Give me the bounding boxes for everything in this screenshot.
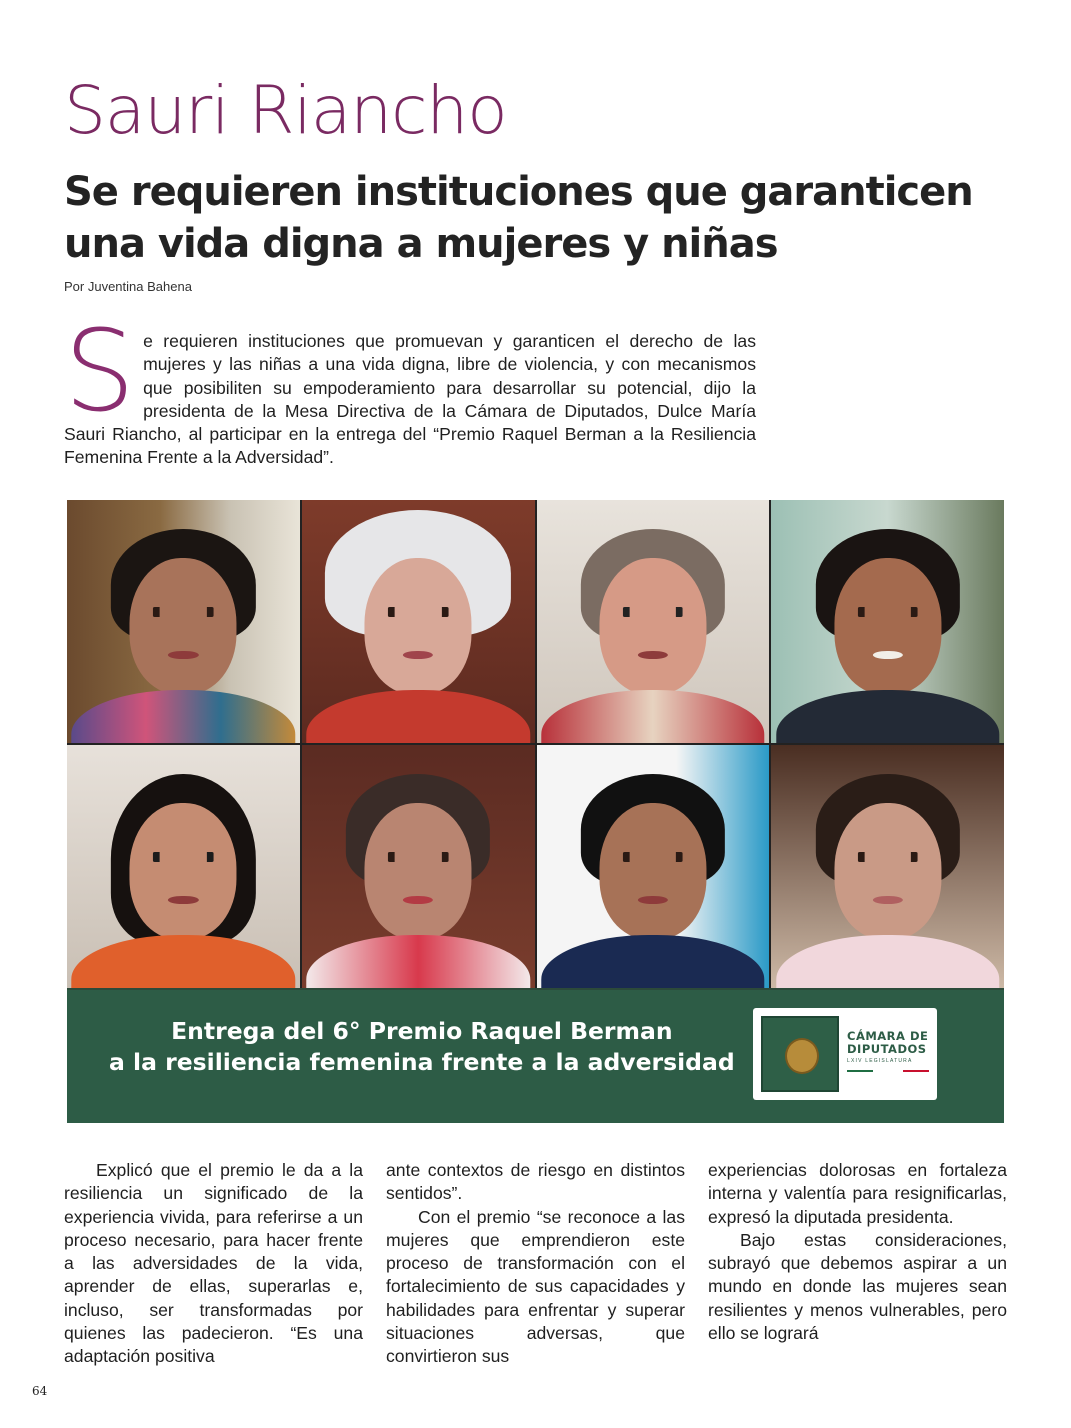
flag-stripe-red [903,1070,929,1072]
page-number: 64 [32,1384,48,1398]
logo-name: CÁMARA DE DIPUTADOS [847,1029,929,1056]
drop-cap: S [64,307,136,437]
participant-tile [67,745,300,988]
body-paragraph: Explicó que el premio le da a la resiliencia un significado de la experiencia vivida, para referirse a un proceso necesario, para hacer frente a las adversidades de la vida, aprender de ellas, superarlas e, incluso, ser transformadas por quienes las padecieron. “Es una adaptación positiva [64,1160,363,1367]
logo-legislature: LXIV LEGISLATURA [847,1058,913,1064]
intro-paragraph [64,307,756,470]
participant-tile [771,500,1004,743]
body-paragraph: Bajo estas consideraciones, subrayó que debemos aspirar a un mundo en donde las mujeres sean resilientes y menos vulnerables, pero ello se logrará [708,1229,1007,1344]
flag-stripe-green [847,1070,873,1072]
participant-tile [302,500,535,743]
column-1 [64,1159,363,1369]
participant-tile [537,500,770,743]
byline: Por Juventina Bahena [64,279,192,294]
event-photo [67,500,1004,1123]
body-paragraph: ante contextos de riesgo en distintos sentidos”. [386,1160,685,1204]
banner-caption: Entrega del 6° Premio Raquel Berman a la resiliencia femenina frente a la adversidad [109,1017,735,1076]
column-3 [708,1159,1007,1345]
video-call-grid [67,500,1004,988]
event-banner [67,990,1004,1123]
article-subtitle: Se requieren instituciones que garanticen una vida digna a mujeres y niñas [64,169,973,267]
seal-icon [761,1016,839,1092]
flag-stripe-white [875,1070,901,1072]
participant-tile [67,500,300,743]
intro-text: e requieren instituciones que promuevan y garanticen el derecho de las mujeres y las niñas a una vida digna, libre de violencia, y con mecanismos que posibiliten su empoderamiento para desarrollar su potencial, dijo la presidenta de la Mesa Directiva de la Cámara de Diputados, Dulce María Sauri Riancho, al participar en la entrega del “Premio Raquel Berman a la Resiliencia Femenina Frente a la Adversidad”. [64,331,756,468]
body-paragraph: experiencias dolorosas en fortaleza interna y valentía para resignificarlas, expresó la diputada presidenta. [708,1160,1007,1227]
participant-tile [302,745,535,988]
participant-tile [537,745,770,988]
body-paragraph: Con el premio “se reconoce a las mujeres que emprendieron este proceso de transformación con el fortalecimiento de sus capacidades y habilidades para enfrentar y superar situaciones adversas, que convirtieron sus [386,1206,685,1367]
column-2 [386,1159,685,1369]
article-title: Sauri Riancho [64,72,507,149]
camara-logo [753,1008,937,1100]
participant-tile [771,745,1004,988]
